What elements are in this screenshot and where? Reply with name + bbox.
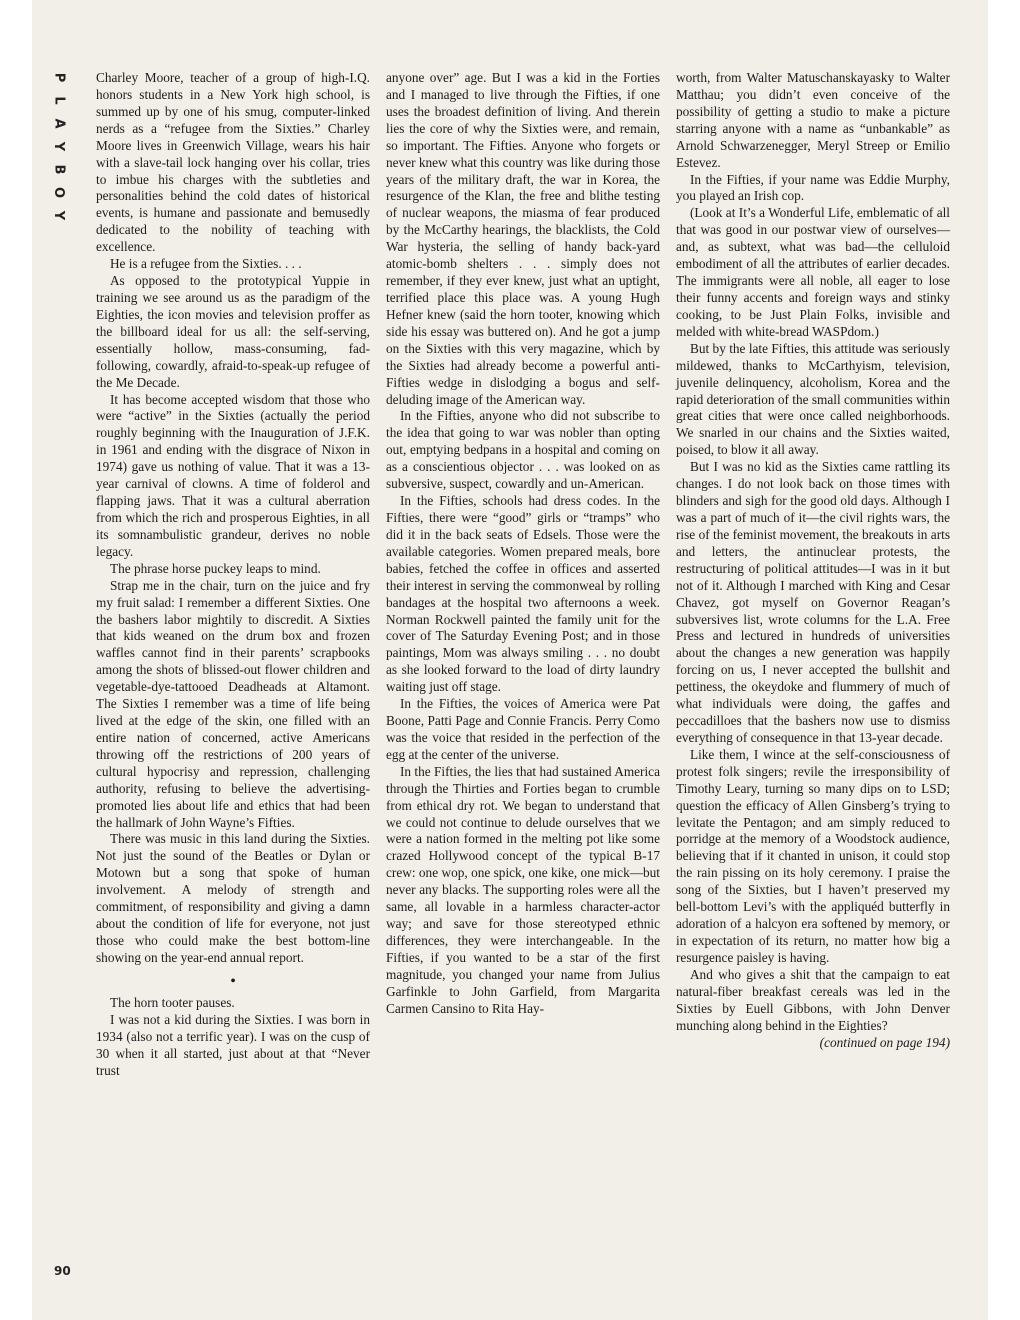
paragraph: (Look at It’s a Wonderful Life, emblematic of all that was good in our postwar view of ourselves—and, as subtext, what was bad—the celluloid embodiment of all the attributes of earlier decades. The immigrants were all noble, all eager to lose their funny accents and foreign ways and stinky cooking, to be Just Plain Folks, invisible and melded with white-bread WASPdom.) <box>676 205 950 339</box>
paragraph: In the Fifties, if your name was Eddie Murphy, you played an Irish cop. <box>676 171 950 204</box>
page-number: 90 <box>54 1264 71 1278</box>
paragraph: In the Fifties, the voices of America were Pat Boone, Patti Page and Connie Francis. Perry Como was the voice that resided in the perfection of the egg at the center of the universe. <box>386 696 660 762</box>
paragraph: But by the late Fifties, this attitude was seriously mildewed, thanks to McCarthyism, television, juvenile delinquency, alcoholism, Korea and the rapid deterioration of the small communities within great cities that were once called neighborhoods. We snarled in our chains and the Sixties waited, poised, to blow it all away. <box>676 340 951 458</box>
masthead-letter: L <box>51 96 67 105</box>
paragraph: In the Fifties, the lies that had sustained America through the Thirties and Forties began to crumble from ethical dry rot. We began to understand that we could not continue to delude ourselves that we were a nation formed in the melting pot like some crazed Hollywood concept of the typical B-17 crew: one wop, one spick, one kike, one mick—but never any blacks. The supporting roles were all the same, all lovable in a harmless character-actor way; and save for those stereotyped ethnic differences, they were interchangeable. In the Fifties, if you wanted to be a star of the first magnitude, you changed your name from Julius Garfinkle to John Garfield, from Margarita Carmen Cansino to Rita Hay- <box>386 763 660 1016</box>
paragraph: And who gives a shit that the campaign to eat natural-fiber breakfast cereals was led in the Sixties by Euell Gibbons, with John Denver munching along behind in the Eighties? <box>676 966 950 1033</box>
masthead-letter: B <box>51 164 67 175</box>
masthead-letter: A <box>51 118 67 129</box>
paragraph: worth, from Walter Matuschanskayasky to Walter Matthau; you didn’t even conceive of the possibility of getting a studio to make a picture starring anyone with a name as “unbankable” as Arnold Schwarzenegger, Meryl Streep or Emilio Estevez. <box>676 70 950 170</box>
paragraph: The horn tooter pauses. <box>109 994 235 1010</box>
paragraph: It has become accepted wisdom that those who were “active” in the Sixties (actually the period roughly beginning with the Inauguration of J.F.K. in 1961 and ending with the disgrace of Nixon in 1974) gave us nothing of value. That it was a 13-year carnival of clowns. A time of folderol and flapping jaws. That it was a cultural aberration from which the rich and prosperous Eighties, in all its somnambulistic grandeur, derives no noble legacy. <box>96 391 370 559</box>
paragraph: In the Fifties, anyone who did not subscribe to the idea that going to war was nobler than opting out, emptying bedpans in a hospital and coming on as a conscientious objector . . . was looked on as subversive, suspect, cowardly and un-American. <box>386 408 660 492</box>
paragraph: He is a refugee from the Sixties. . . . <box>109 256 302 272</box>
paragraph: In the Fifties, schools had dress codes. In the Fifties, there were “good” girls or “tramps” who did it in the back seats of Edsels. Those were the available categories. Women prepared meals, bore babies, fetched the coffee in offices and asserted their interest in serving the commonweal by rolling bandages at the hospital two afternoons a week. Norman Rockwell painted the family unit for the cover of The Saturday Evening Post; and in those paintings, Mom was always smiling . . . no doubt as she looked forward to the load of dirty laundry waiting just off stage. <box>386 493 660 695</box>
paragraph: There was music in this land during the Sixties. Not just the sound of the Beatles or Dylan or Motown but a song that spoke of human involvement. A melody of strength and commitment, of responsibility and giving a damn about the condition of life for everyone, not just those who could make the best bottom-line showing on the year-end annual report. <box>96 831 370 965</box>
paragraph: anyone over” age. But I was a kid in the Forties and I managed to live through the Fifties, if one uses the broadest definition of living. And therein lies the core of why the Sixties were, and remain, so important. The Fifties. Anyone who forgets or never knew what this country was like during those years of the military draft, the war in Korea, the resurgence of the Klan, the free and blithe testing of nuclear weapons, the miasma of fear produced by the McCarthy hearings, the blacklists, the Cold War hysteria, the selling of handy back-yard atomic-bomb shelters . . . simply does not remember, if they ever knew, just what an uptight, terrified place this place was. A young Hugh Hefner knew (said the horn tooter, knowing which side his essay was buttered on). And he got a jump on the Sixties with this very magazine, which by the Sixties had already become a powerful anti-Fifties wedge in dislodging a bogus and self-deluding image of the American way. <box>386 70 661 407</box>
masthead-playboy <box>48 66 70 227</box>
text-column-3 <box>676 70 950 1051</box>
continued-note: (continued on page 194) <box>819 1034 950 1050</box>
magazine-page <box>32 0 988 1320</box>
paragraph: As opposed to the prototypical Yuppie in training we see around us as the paradigm of the Eighties, the icon movies and television proffer as the billboard ideal for us all: the self-serving, essentially hollow, mass-consuming, fad-following, cowardly, afraid-to-speak-up refugee of the Me Decade. <box>96 273 370 390</box>
masthead-letter: O <box>51 186 67 199</box>
masthead-letter: P <box>51 72 67 83</box>
masthead-letter: Y <box>51 210 67 221</box>
paragraph: Strap me in the chair, turn on the juice and fry my fruit salad: I remember a different Sixties. One the bashers labor mightily to discredit. A Sixties that kids weaned on the drum box and frozen waffles cannot find in their parents’ scrapbooks among the shots of blissed-out flower children and vegetable-dye-tattooed Deadheads at Altamont. The Sixties I remember was a time of life being lived at the edge of the skin, one filled with an entire nation of concerned, active Americans throwing off the restrictions of 200 years of cultural hypocrisy and repression, challenging authority, refusing to believe the advertising-promoted lies about life and ethics that had been the hallmark of John Wayne’s Fifties. <box>96 577 370 830</box>
paragraph: I was not a kid during the Sixties. I was born in 1934 (also not a terrific year). I was on the cusp of 30 when it all started, just about at that “Never trust <box>96 1011 370 1078</box>
paragraph: The phrase horse puckey leaps to mind. <box>109 560 321 576</box>
text-column-1 <box>96 70 370 1079</box>
paragraph: Charley Moore, teacher of a group of high-I.Q. honors students in a New York high school, is summed up by one of his smug, computer-linked nerds as a “refugee from the Sixties.” Charley Moore lives in Greenwich Village, wears his hair with a slave-tail lock hanging over his collar, tries to imbue his charges with the subtleties and personalities behind the cold dates of historical events, is humane and passionate and bemusedly dedicated to the nobility of teaching with excellence. <box>96 70 370 255</box>
paragraph: But I was no kid as the Sixties came rattling its changes. I do not look back on those times with blinders and sigh for the good old days. Although I was a part of much of it—the civil rights wars, the rise of the feminist movement, the breakouts in arts and letters, the antinuclear protests, the restructuring of political attitudes—I was in it but not of it. Although I marched with King and Cesar Chavez, got myself on Governor Reagan’s subversives list, wrote columns for the L.A. Free Press and lectured in hundreds of universities about the changes a new generation was happily forcing on us, I never accepted the bullshit and pettiness, the okeydoke and flummery of much of what individuals were doing, the gaffes and peccadilloes that the bashers now use to dismiss everything of consequence in that 13-year decade. <box>676 459 950 745</box>
paragraph: Like them, I wince at the self-consciousness of protest folk singers; revile the irresponsibility of Timothy Leary, turning so many dips on to LSD; question the efficacy of Allen Ginsberg’s trying to levitate the Pentagon; and am simply reduced to porridge at the memory of a Woodstock audience, believing that if it chanted in unison, it could stop the rain pissing on its holy ceremony. I praise the song of the Sixties, but I haven’t preserved my bell-bottom Levi’s with the appliquéd butterfly in adoration of a halcyon era softened by memory, or in expectation of its return, no matter how big a resurgence paisley is having. <box>676 746 950 965</box>
section-break-bullet: • <box>230 972 236 990</box>
masthead-letter: Y <box>51 141 67 152</box>
text-column-2 <box>386 70 660 1018</box>
